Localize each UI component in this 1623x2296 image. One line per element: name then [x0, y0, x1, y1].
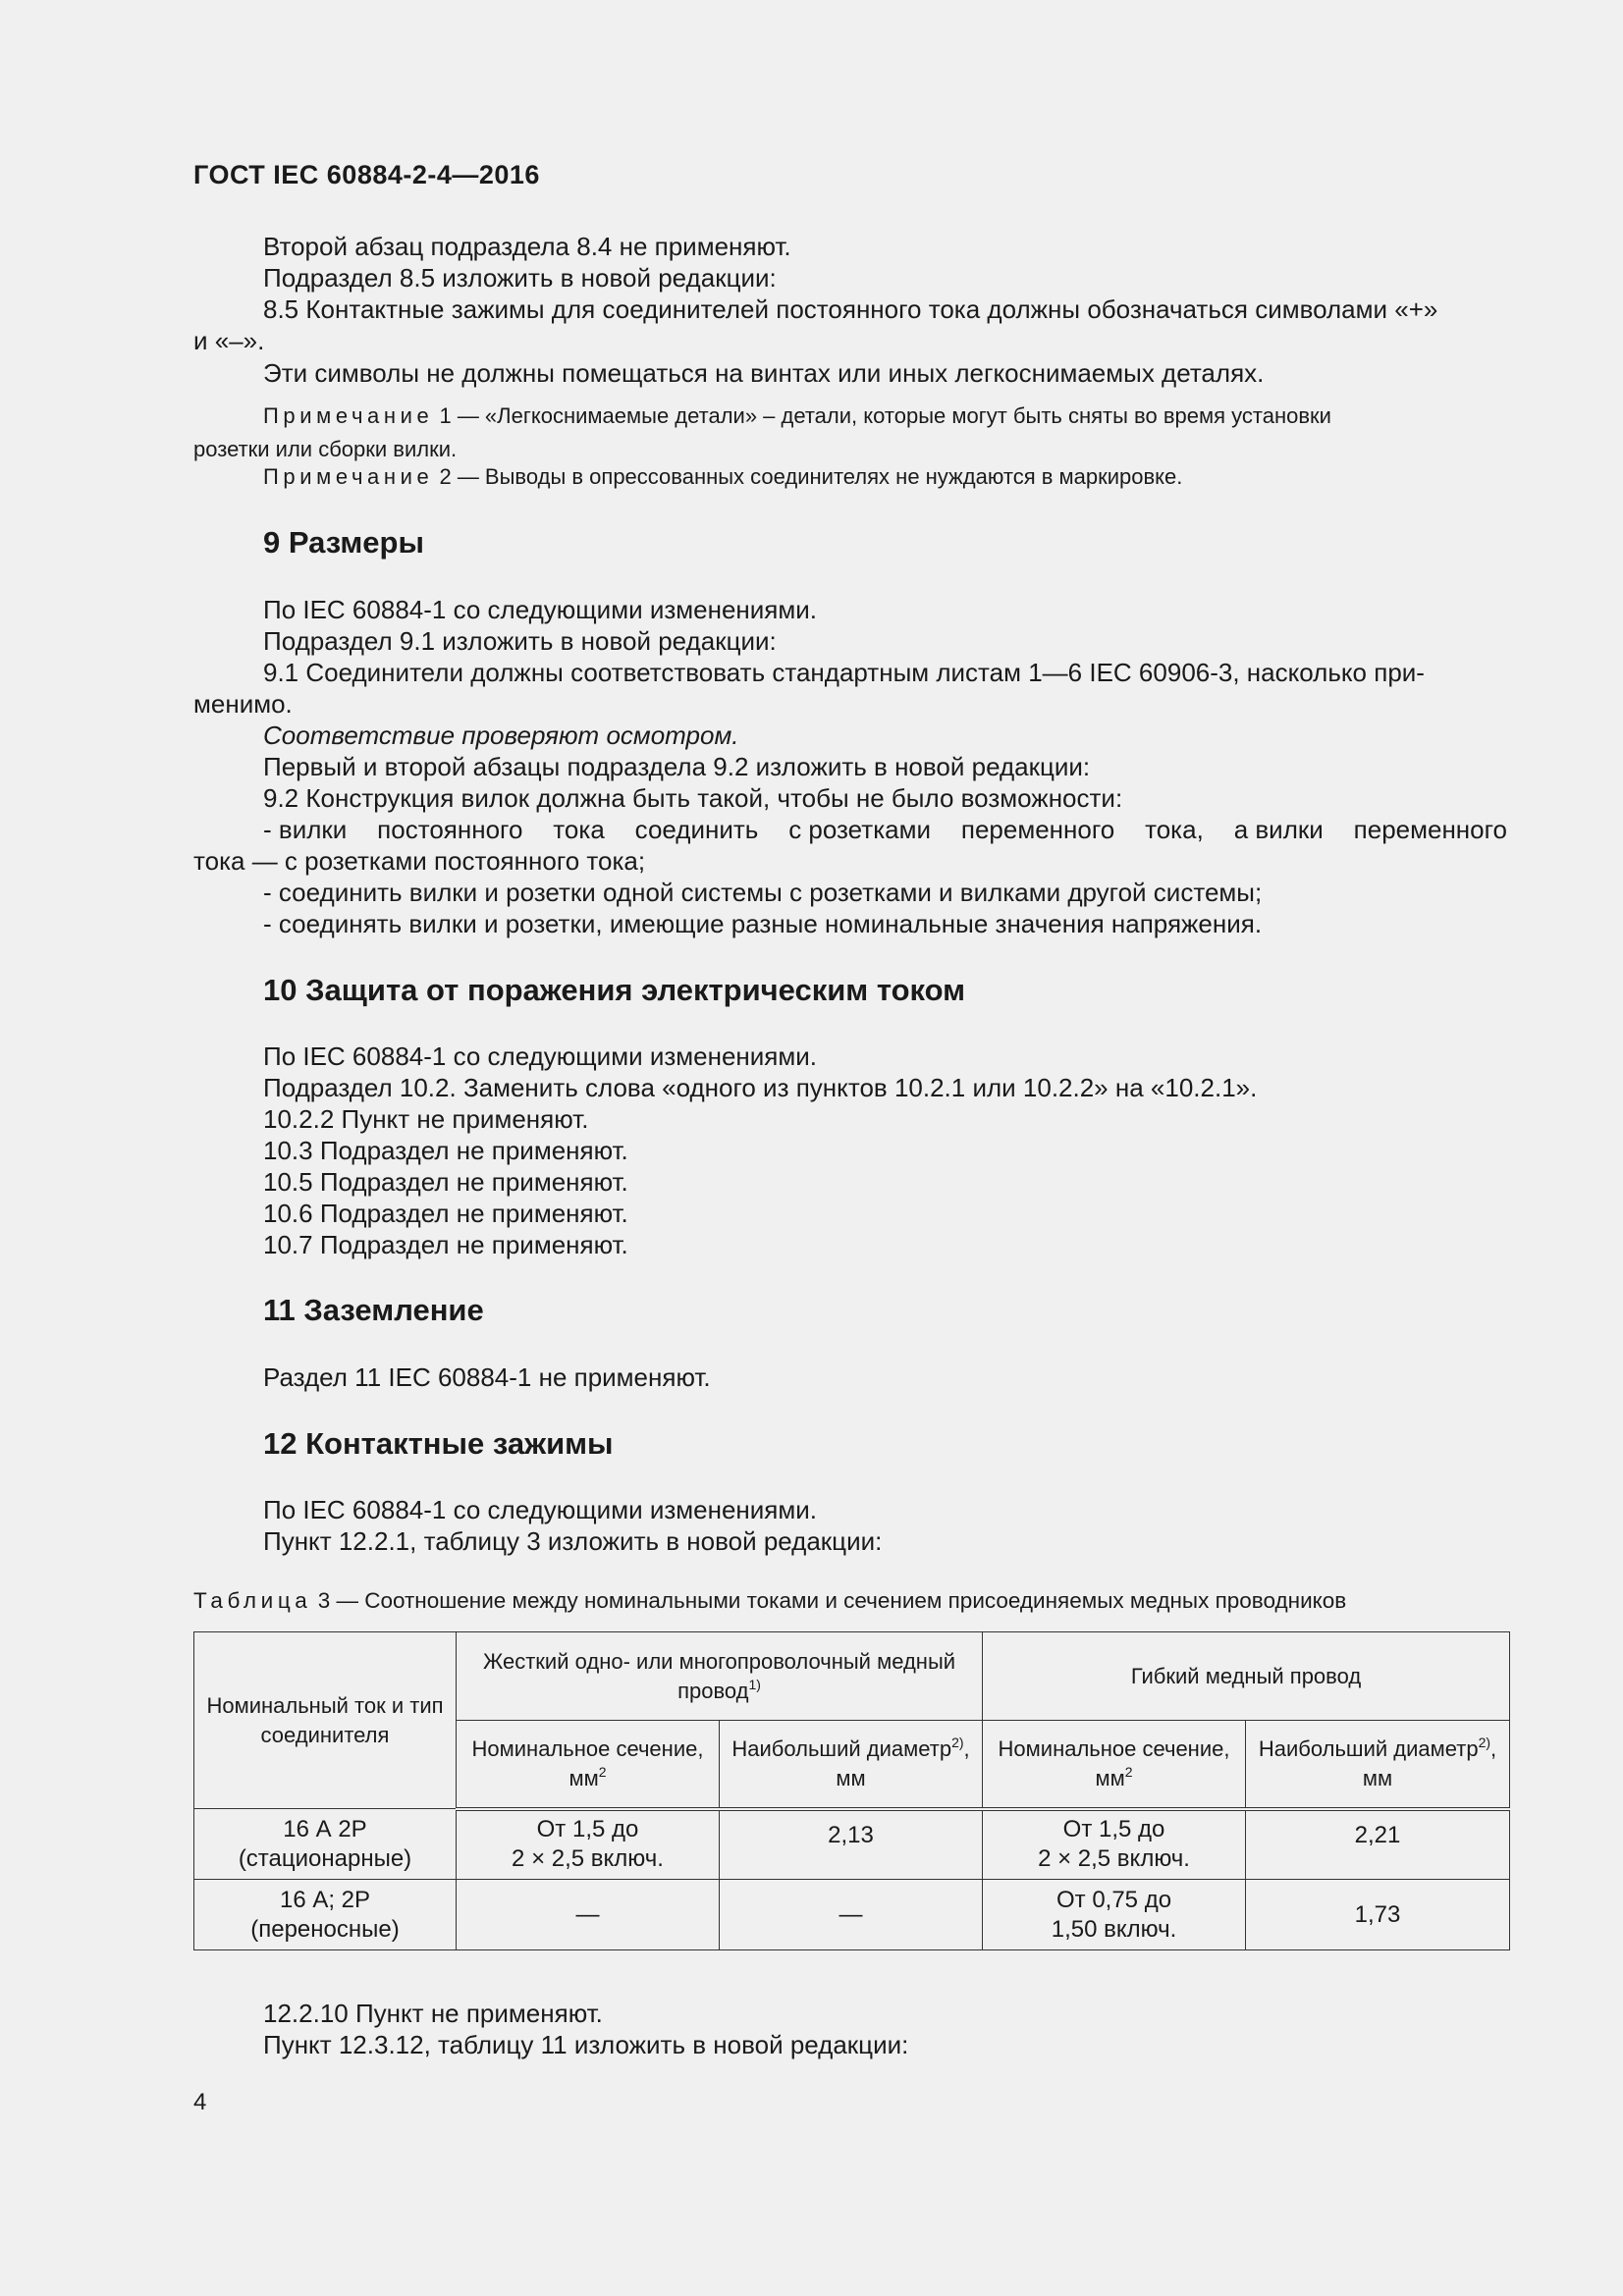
note-label: Примечание	[263, 464, 434, 489]
word: соединить	[634, 815, 759, 844]
paragraph: Пункт 12.2.1, таблицу 3 изложить в новой редакции:	[263, 1526, 883, 1556]
word: переменного	[960, 815, 1115, 844]
paragraph: Первый и второй абзацы подраздела 9.2 изложить в новой редакции:	[263, 752, 1091, 781]
note-1-cont: розетки или сборки вилки.	[193, 437, 458, 461]
section-heading: 11 Заземление	[263, 1293, 484, 1327]
cell-rigid-section: —	[457, 1880, 720, 1950]
paragraph: 10.2.2 Пункт не применяют.	[263, 1104, 589, 1134]
paragraph: По IEC 60884-1 со следующими изменениями.	[263, 1041, 818, 1071]
paragraph: менимо.	[193, 689, 293, 719]
cell-text: От 0,75 до	[1055, 1886, 1172, 1913]
paragraph: 9.1 Соединители должны соответствовать стандартным листам 1—6 IEC 60906-3, насколько при-	[263, 658, 1425, 687]
header-rigid-text: Жесткий одно- или многопроволочный медный провод	[482, 1648, 956, 1703]
cell-flex-diam: 2,21	[1246, 1809, 1510, 1880]
note-1	[263, 401, 1507, 431]
comma: ,	[1490, 1735, 1497, 1761]
word: постоянного	[377, 815, 523, 844]
paragraph: 10.7 Подраздел не применяют.	[263, 1230, 628, 1259]
table-caption-text: 3 — Соотношение между номинальными токами и сечением присоединяемых медных проводников	[317, 1588, 1347, 1613]
note-text: 2 — Выводы в опрессованных соединителях не нуждаются в маркировке.	[439, 464, 1183, 489]
paragraph: тока — с розетками постоянного тока;	[193, 846, 646, 876]
paragraph: 9.2 Конструкция вилок должна быть такой, чтобы не было возможности:	[263, 783, 1123, 813]
paragraph: и «–».	[193, 326, 265, 355]
header-text: Номинальное сечение,	[998, 1735, 1230, 1761]
unit-exponent: 2	[598, 1763, 607, 1780]
word: с розетками	[788, 815, 931, 844]
paragraph: 12.2.10 Пункт не применяют.	[263, 1999, 603, 2028]
footnote-ref: 2)	[1478, 1734, 1491, 1750]
paragraph: Эти символы не должны помещаться на винтах или иных легкоснимаемых деталях.	[263, 358, 1265, 388]
unit: мм	[1362, 1765, 1393, 1790]
word: переменного	[1353, 815, 1507, 844]
table-caption-label: Таблица	[193, 1588, 312, 1613]
unit: мм	[568, 1765, 599, 1790]
word: тока	[553, 815, 605, 844]
comma: ,	[963, 1735, 970, 1761]
header-text: Наибольший диаметр	[731, 1735, 952, 1761]
paragraph: Подраздел 10.2. Заменить слова «одного из пунктов 10.2.1 или 10.2.2» на «10.2.1».	[263, 1073, 1258, 1102]
cell-flex-section	[983, 1880, 1246, 1950]
paragraph: 8.5 Контактные зажимы для соединителей постоянного тока должны обозначаться символами «+»	[263, 294, 1438, 324]
paragraph: 10.5 Подраздел не применяют.	[263, 1167, 628, 1197]
cell-text: От 1,5 до	[536, 1816, 639, 1843]
cell-text: 2 × 2,5 включ.	[1038, 1845, 1190, 1873]
paragraph: Раздел 11 IEC 60884-1 не применяют.	[263, 1362, 711, 1392]
section-heading: 10 Защита от поражения электрическим током	[263, 973, 966, 1007]
note-text: 1 — «Легкоснимаемые детали» – детали, которые могут быть сняты во время установки	[439, 403, 1331, 428]
note-label: Примечание	[263, 403, 434, 428]
header-flex: Гибкий медный провод	[983, 1632, 1510, 1721]
paragraph-justified	[263, 814, 1507, 845]
paragraph: По IEC 60884-1 со следующими изменениями.	[263, 595, 818, 624]
unit-exponent: 2	[1124, 1763, 1133, 1780]
paragraph: - соединять вилки и розетки, имеющие разные номинальные значения напряжения.	[263, 909, 1263, 938]
header-rigid	[457, 1632, 983, 1721]
cell-type	[194, 1880, 457, 1950]
paragraph: 10.6 Подраздел не применяют.	[263, 1199, 628, 1228]
table-row	[194, 1880, 1510, 1950]
table-header-row	[194, 1632, 1510, 1721]
cell-text: 16 А; 2Р	[279, 1886, 371, 1913]
table-caption	[193, 1588, 1346, 1614]
paragraph: По IEC 60884-1 со следующими изменениями.	[263, 1495, 818, 1524]
paragraph: Пункт 12.3.12, таблицу 11 изложить в новой редакции:	[263, 2030, 909, 2059]
paragraph: 10.3 Подраздел не применяют.	[263, 1136, 628, 1165]
footnote-ref: 2)	[951, 1734, 964, 1750]
word: - вилки	[263, 815, 348, 844]
footnote-ref: 1)	[748, 1676, 761, 1692]
cell-rigid-section	[457, 1809, 720, 1880]
header-nom-section	[457, 1721, 720, 1809]
note-2	[263, 462, 1507, 492]
unit: мм	[1095, 1765, 1125, 1790]
cell-flex-diam: 1,73	[1246, 1880, 1510, 1950]
header-current: Номинальный ток и тип соединителя	[194, 1632, 457, 1809]
cell-text: От 1,5 до	[1062, 1816, 1165, 1843]
header-text: Наибольший диаметр	[1258, 1735, 1479, 1761]
word: тока,	[1145, 815, 1204, 844]
table-row	[194, 1809, 1510, 1880]
header-max-diam	[1246, 1721, 1510, 1809]
cell-text: 1,50 включ.	[1051, 1915, 1177, 1943]
paragraph: Второй абзац подраздела 8.4 не применяют.	[263, 232, 791, 261]
cell-text: 2 × 2,5 включ.	[512, 1845, 664, 1873]
header-nom-section	[983, 1721, 1246, 1809]
table-3	[193, 1631, 1510, 1950]
header-max-diam	[720, 1721, 983, 1809]
paragraph: - соединить вилки и розетки одной системы с розетками и вилками другой системы;	[263, 878, 1263, 907]
word: а вилки	[1233, 815, 1324, 844]
cell-text: (переносные)	[250, 1915, 400, 1943]
cell-text: (стационарные)	[238, 1844, 412, 1872]
document-header: ГОСТ IEC 60884-2-4—2016	[193, 160, 540, 189]
paragraph-italic: Соответствие проверяют осмотром.	[263, 721, 739, 750]
paragraph: Подраздел 9.1 изложить в новой редакции:	[263, 626, 777, 656]
cell-text: 16 А 2Р	[283, 1815, 367, 1842]
section-heading: 12 Контактные зажимы	[263, 1426, 614, 1461]
cell-rigid-diam: —	[720, 1880, 983, 1950]
cell-rigid-diam: 2,13	[720, 1809, 983, 1880]
header-text: Номинальное сечение,	[471, 1735, 704, 1761]
paragraph: Подраздел 8.5 изложить в новой редакции:	[263, 263, 777, 293]
cell-type	[194, 1809, 457, 1880]
unit: мм	[836, 1765, 866, 1790]
cell-flex-section	[983, 1809, 1246, 1880]
page-number: 4	[193, 2089, 207, 2115]
section-heading: 9 Размеры	[263, 525, 424, 560]
